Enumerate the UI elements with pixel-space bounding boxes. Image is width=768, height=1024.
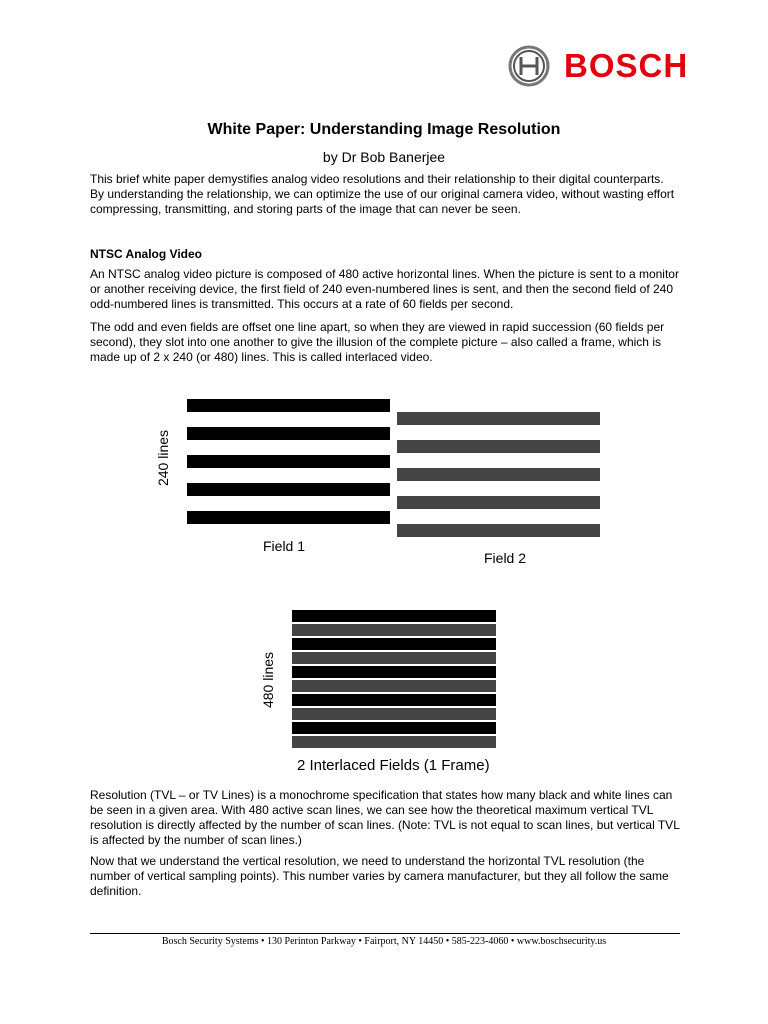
field1-line — [187, 483, 390, 496]
frame-line-even — [292, 722, 496, 734]
field1-line — [187, 511, 390, 524]
frame-line-odd — [292, 652, 496, 664]
frame-line-odd — [292, 680, 496, 692]
field2-line — [397, 496, 600, 509]
page-title: White Paper: Understanding Image Resolution — [207, 121, 561, 138]
field2-label: Field 2 — [484, 550, 527, 566]
frame-line-odd — [292, 624, 496, 636]
field1-label: Field 1 — [263, 538, 306, 554]
frame-line-even — [292, 694, 496, 706]
field1-line — [187, 455, 390, 468]
frame-label: 2 Interlaced Fields (1 Frame) — [297, 757, 490, 774]
bosch-armature-logo-icon — [508, 45, 550, 87]
author: by Dr Bob Banerjee — [322, 149, 446, 165]
intro-paragraph: This brief white paper demystifies analog video resolutions and their relationship to their digital counterparts. By understanding the relationship, we can optimize the use of our original camera video, without wasting effort compressing, transmitting, and storing parts of the image that can never be seen. — [90, 172, 675, 216]
field-lines-label: 240 lines — [155, 429, 172, 487]
field2-line — [397, 524, 600, 537]
frame-lines-label: 480 lines — [260, 651, 277, 709]
paragraph-ntsc: An NTSC analog video picture is composed of 480 active horizontal lines. When the picture is sent to a monitor or another receiving device, the first field of 240 even-numbered lines is sent, and then the second field of 240 odd-numbered lines is transmitted. This occurs at a rate of 60 fields per second. — [90, 267, 679, 311]
field1-line — [187, 427, 390, 440]
frame-line-even — [292, 638, 496, 650]
field2-line — [397, 440, 600, 453]
bosch-logo — [508, 44, 688, 88]
field2-line — [397, 412, 600, 425]
frame-line-odd — [292, 736, 496, 748]
footer-address: Bosch Security Systems • 130 Perinton Parkway • Fairport, NY 14450 • 585-223-4060 • www.boschsecurity.us — [161, 936, 607, 947]
frame-line-even — [292, 666, 496, 678]
frame-line-odd — [292, 708, 496, 720]
field1-line — [187, 399, 390, 412]
section-heading: NTSC Analog Video — [90, 247, 203, 261]
footer-divider — [90, 933, 680, 934]
paragraph-resolution: Resolution (TVL – or TV Lines) is a monochrome specification that states how many black and white lines can be seen in a given area. With 480 active scan lines, we can see how the theoretical maximum vertical TVL resolution is directly affected by the number of scan lines. (Note: TVL is not equal to scan lines, but vertical TVL is affected by the number of scan lines.) — [90, 788, 680, 847]
frame-line-even — [292, 610, 496, 622]
field2-line — [397, 468, 600, 481]
paragraph-horizontal: Now that we understand the vertical resolution, we need to understand the horizontal TVL resolution (the number of vertical sampling points). This number varies by camera manufacturer, but they all follow the same definition. — [90, 854, 669, 898]
paragraph-interlace: The odd and even fields are offset one line apart, so when they are viewed in rapid succession (60 fields per second), they slot into one another to give the illusion of the complete picture – also called a frame, which is made up of 2 x 240 (or 480) lines. This is called interlaced video. — [90, 320, 665, 364]
brand-name: BOSCH — [564, 47, 689, 84]
